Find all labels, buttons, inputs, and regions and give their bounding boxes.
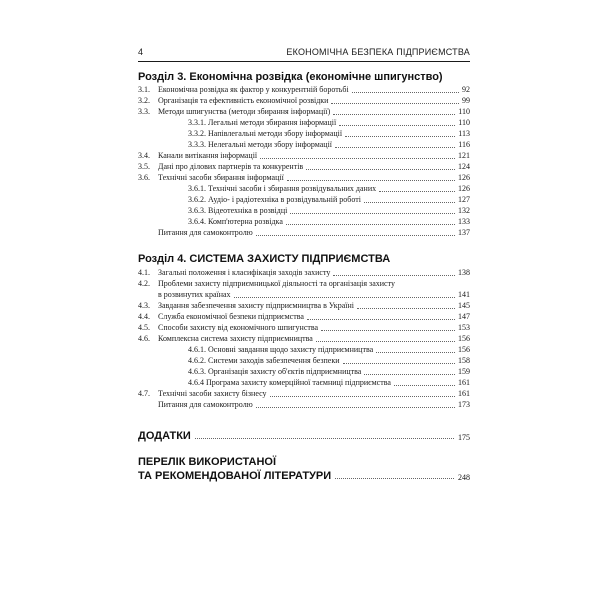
leader-dots: [195, 438, 454, 439]
toc-entry-page: 99: [462, 96, 470, 105]
leader-dots: [333, 275, 455, 276]
toc-entry-page: 124: [458, 162, 470, 171]
toc-entry-number: 3.4.: [138, 151, 150, 160]
toc-entry-title: Завдання забезпечення захисту підприємництва в Україні: [158, 301, 354, 310]
leader-dots: [307, 319, 455, 320]
appendix-label: ДОДАТКИ: [138, 430, 191, 442]
toc-entry-number: 4.6.: [138, 334, 150, 343]
toc-entry: [138, 399, 470, 410]
references-title-2: ТА РЕКОМЕНДОВАНОЇ ЛІТЕРАТУРИ: [138, 470, 332, 482]
running-title: ЕКОНОМІЧНА БЕЗПЕКА ПІДПРИЄМСТВА: [286, 47, 470, 57]
toc-entry-page: 126: [458, 184, 470, 193]
toc-entry-title: 3.3.1. Легальні методи збирання інформації: [188, 118, 337, 127]
toc-entry-title: Організація та ефективність економічної розвідки: [158, 96, 329, 105]
toc-entry-title: Способи захисту від економічного шпигунства: [158, 323, 319, 332]
toc-entry-page: 110: [458, 107, 470, 116]
toc-entry: [138, 227, 470, 238]
page-number: 4: [138, 47, 144, 57]
toc-entry-page: 153: [458, 323, 470, 332]
references-title-1: ПЕРЕЛІК ВИКОРИСТАНОЇ: [138, 456, 276, 468]
leader-dots: [357, 308, 455, 309]
toc-entry: [138, 311, 470, 322]
leader-dots: [256, 235, 455, 236]
toc-entry-title: 3.3.2. Напівлегальні методи збору інформації: [188, 129, 343, 138]
leader-dots: [316, 341, 455, 342]
toc-entry: [138, 172, 470, 183]
toc-entry: [138, 205, 470, 216]
toc-entry: [138, 344, 470, 355]
toc-entry-page: 145: [458, 301, 470, 310]
toc-entry-title: 3.3.3. Нелегальні методи збору інформації: [188, 140, 333, 149]
toc-entry: [138, 150, 470, 161]
toc-entry-number: 4.5.: [138, 323, 150, 332]
toc-entry-page: 132: [458, 206, 470, 215]
toc-entry-title: 3.6.3. Відеотехніка в розвідці: [188, 206, 288, 215]
toc-entry: [138, 278, 470, 289]
toc-entry: [138, 183, 470, 194]
toc-entry-title: Канали витікання інформації: [158, 151, 258, 160]
section-3-title: Розділ 3. Економічна розвідка (економічне шпигунство): [138, 71, 443, 83]
toc-entry-title: Економічна розвідка як фактор у конкурентній боротьбі: [158, 85, 349, 94]
toc-entry: [138, 267, 470, 278]
toc-entry-title: 4.6.4 Програма захисту комерційної таємниці підприємства: [188, 378, 391, 387]
toc-entry-page: 159: [458, 367, 470, 376]
toc-entry-page: 147: [458, 312, 470, 321]
references-entry: [138, 470, 470, 482]
toc-entry-title: 3.6.4. Комп'ютерна розвідка: [188, 217, 283, 226]
toc-entry-number: 3.1.: [138, 85, 150, 94]
toc-entry-page: 113: [458, 129, 470, 138]
leader-dots: [339, 125, 455, 126]
toc-entry-title: Дані про ділових партнерів та конкурентів: [158, 162, 304, 171]
leader-dots: [394, 385, 455, 386]
leader-dots: [364, 202, 455, 203]
toc-entry-title: в розвинутих країнах: [158, 290, 231, 299]
leader-dots: [333, 114, 455, 115]
leader-dots: [260, 158, 455, 159]
toc-entry: [138, 333, 470, 344]
toc-entry: [138, 300, 470, 311]
toc-entry-number: 4.4.: [138, 312, 150, 321]
toc-entry: [138, 95, 470, 106]
leader-dots: [352, 92, 459, 93]
toc-entry-title: 3.6.2. Аудіо- і радіотехніка в розвідувальній роботі: [188, 195, 361, 204]
toc-entry-title: 4.6.2. Системи заходів забезпечення безпеки: [188, 356, 340, 365]
toc-entry: [138, 84, 470, 95]
toc-entry-number: 3.6.: [138, 173, 150, 182]
toc-entry: [138, 366, 470, 377]
leader-dots: [270, 396, 455, 397]
toc-entry-number: 4.1.: [138, 268, 150, 277]
toc-entry-page: 141: [458, 290, 470, 299]
toc-entry-number: 3.2.: [138, 96, 150, 105]
toc-entry: [138, 355, 470, 366]
section-4-title: Розділ 4. СИСТЕМА ЗАХИСТУ ПІДПРИЄМСТВА: [138, 253, 391, 265]
toc-entry-title: Проблеми захисту підприємницької діяльності та організація захисту: [158, 279, 395, 288]
leader-dots: [287, 180, 455, 181]
toc-entry-page: 161: [458, 378, 470, 387]
toc-entry-title: 3.6.1. Технічні засоби і збирання розвідувальних даних: [188, 184, 377, 193]
toc-entry-number: 4.7.: [138, 389, 150, 398]
leader-dots: [376, 352, 455, 353]
toc-entry-page: 116: [458, 140, 470, 149]
leader-dots: [335, 478, 454, 479]
toc-entry-title: 4.6.3. Організація захисту об'єктів підприємництва: [188, 367, 362, 376]
toc-entry: [138, 322, 470, 333]
toc-entry-page: 138: [458, 268, 470, 277]
toc-entry: [138, 194, 470, 205]
leader-dots: [345, 136, 455, 137]
toc-entry: [138, 377, 470, 388]
toc-entry-page: 121: [458, 151, 470, 160]
leader-dots: [364, 374, 455, 375]
toc-entry-page: 137: [458, 228, 470, 237]
toc-entry-page: 158: [458, 356, 470, 365]
leader-dots: [286, 224, 455, 225]
toc-entry-page: 133: [458, 217, 470, 226]
leader-dots: [343, 363, 455, 364]
toc-entry-page: 110: [458, 118, 470, 127]
references-page: 248: [458, 473, 470, 482]
toc-entry-page: 156: [458, 345, 470, 354]
toc-entry-title: Служба економічної безпеки підприємства: [158, 312, 304, 321]
toc-entry-number: 3.5.: [138, 162, 150, 171]
toc-entry: [138, 289, 470, 300]
leader-dots: [335, 147, 455, 148]
toc-entry-title: Загальні положення і класифікація заходів захисту: [158, 268, 331, 277]
toc-entry: [138, 216, 470, 227]
toc-entry: [138, 117, 470, 128]
toc-entry-number: 3.3.: [138, 107, 150, 116]
toc-entry: [138, 388, 470, 399]
toc-entry-title: Технічні засоби захисту бізнесу: [158, 389, 267, 398]
appendix-page: 175: [458, 433, 470, 442]
leader-dots: [306, 169, 455, 170]
toc-entry-page: 126: [458, 173, 470, 182]
appendix-entry: [138, 430, 470, 442]
running-header: [138, 47, 470, 62]
leader-dots: [321, 330, 455, 331]
toc-entry: [138, 161, 470, 172]
toc-entry-page: 173: [458, 400, 470, 409]
toc-entry-title: 4.6.1. Основні завдання щодо захисту підприємництва: [188, 345, 374, 354]
toc-entry: [138, 139, 470, 150]
leader-dots: [256, 407, 455, 408]
toc-entry-page: 161: [458, 389, 470, 398]
toc-entry: [138, 106, 470, 117]
toc-entry-page: 127: [458, 195, 470, 204]
leader-dots: [290, 213, 455, 214]
toc-entry: [138, 128, 470, 139]
leader-dots: [234, 297, 455, 298]
toc-entry-page: 92: [462, 85, 470, 94]
toc-entry-title: Питання для самоконтролю: [158, 228, 253, 237]
toc-entry-page: 156: [458, 334, 470, 343]
leader-dots: [331, 103, 459, 104]
toc-entry-title: Методи шпигунства (методи збирання інформації): [158, 107, 331, 116]
toc-entry-title: Технічні засоби збирання інформації: [158, 173, 284, 182]
toc-entry-title: Питання для самоконтролю: [158, 400, 253, 409]
references-line-1: [138, 456, 470, 468]
toc-entry-title: Комплексна система захисту підприємництва: [158, 334, 313, 343]
toc-entry-number: 4.3.: [138, 301, 150, 310]
toc-entry-number: 4.2.: [138, 279, 150, 288]
leader-dots: [379, 191, 455, 192]
